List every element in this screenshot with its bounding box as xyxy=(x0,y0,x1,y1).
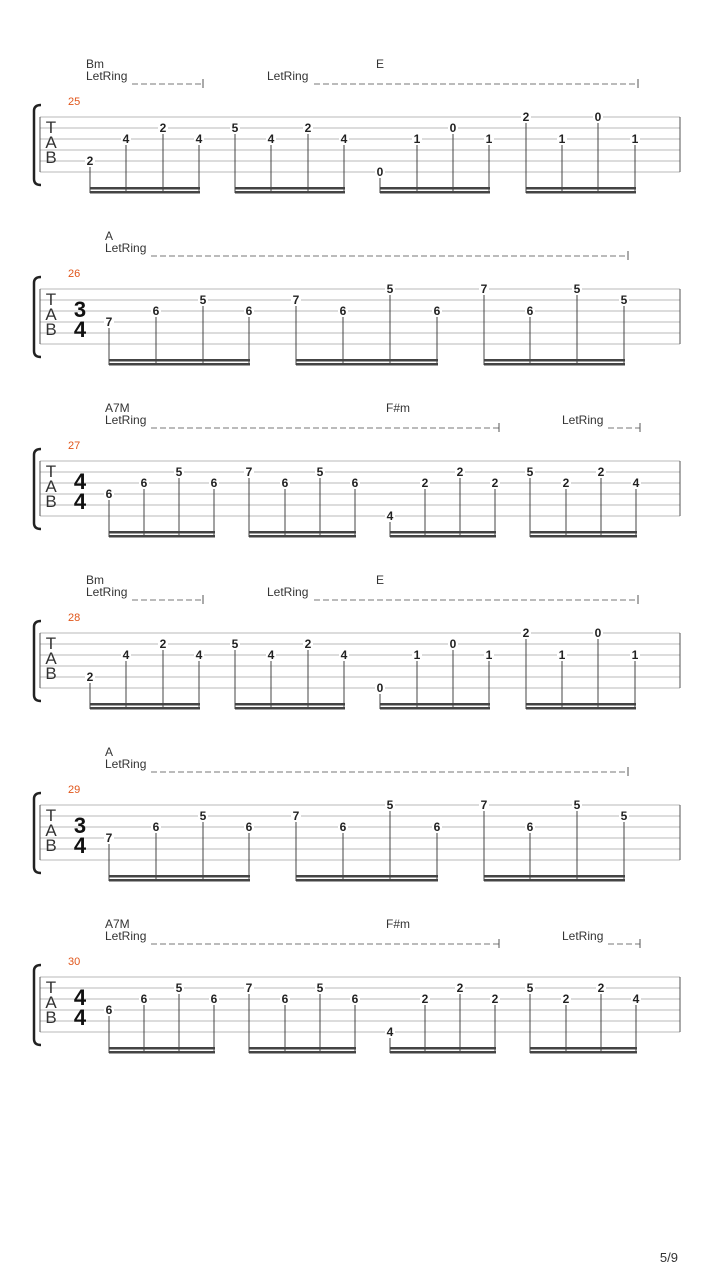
fret-number: 5 xyxy=(386,282,394,296)
beam xyxy=(109,359,250,362)
beam xyxy=(90,191,200,194)
fret-number: 6 xyxy=(152,820,160,834)
fret-number: 5 xyxy=(199,293,207,307)
beam xyxy=(390,531,496,534)
beam xyxy=(90,707,200,710)
beam xyxy=(530,1051,637,1054)
tab-clef-letter: B xyxy=(45,836,57,855)
tab-clef-letter: A xyxy=(45,993,57,1012)
time-signature-bottom: 4 xyxy=(73,317,87,342)
fret-number: 4 xyxy=(195,132,203,146)
fret-number: 0 xyxy=(594,110,602,124)
fret-number: 1 xyxy=(413,648,421,662)
beam xyxy=(109,535,215,538)
beam xyxy=(380,191,490,194)
fret-number: 6 xyxy=(281,992,289,1006)
beam xyxy=(249,1047,356,1050)
fret-number: 0 xyxy=(449,637,457,651)
fret-number: 2 xyxy=(86,670,94,684)
beam xyxy=(109,1047,215,1050)
beam xyxy=(526,191,636,194)
fret-number: 2 xyxy=(456,981,464,995)
tab-clef-letter: B xyxy=(45,1008,57,1027)
beam xyxy=(109,875,250,878)
fret-number: 6 xyxy=(245,304,253,318)
fret-number: 5 xyxy=(199,809,207,823)
fret-number: 2 xyxy=(304,121,312,135)
chord-name: Bm xyxy=(86,57,104,71)
chord-name: E xyxy=(376,573,385,587)
fret-number: 7 xyxy=(480,282,488,296)
beam xyxy=(296,363,438,366)
fret-number: 7 xyxy=(245,981,253,995)
page-number: 5/9 xyxy=(659,1250,678,1265)
fret-number: 1 xyxy=(631,648,639,662)
beam xyxy=(249,535,356,538)
fret-number: 7 xyxy=(105,831,113,845)
time-signature-top: 4 xyxy=(73,985,87,1010)
fret-number: 6 xyxy=(152,304,160,318)
beam xyxy=(484,875,625,878)
fret-number: 1 xyxy=(631,132,639,146)
fret-number: 7 xyxy=(292,293,300,307)
fret-number: 6 xyxy=(351,476,359,490)
fret-number: 7 xyxy=(292,809,300,823)
fret-number: 2 xyxy=(562,992,570,1006)
beam xyxy=(249,1051,356,1054)
fret-number: 2 xyxy=(597,981,605,995)
time-signature-bottom: 4 xyxy=(73,489,87,514)
fret-number: 2 xyxy=(522,626,530,640)
fret-number: 2 xyxy=(159,121,167,135)
fret-number: 5 xyxy=(526,465,534,479)
tab-clef-letter: T xyxy=(45,290,57,309)
fret-number: 4 xyxy=(267,648,275,662)
chord-name: Bm xyxy=(86,573,104,587)
time-signature-bottom: 4 xyxy=(73,1005,87,1030)
beam xyxy=(90,703,200,706)
fret-number: 6 xyxy=(351,992,359,1006)
fret-number: 4 xyxy=(632,476,640,490)
fret-number: 1 xyxy=(485,132,493,146)
beam xyxy=(235,187,345,190)
fret-number: 6 xyxy=(210,476,218,490)
fret-number: 6 xyxy=(140,992,148,1006)
tab-clef-letter: B xyxy=(45,320,57,339)
measure-number: 27 xyxy=(68,440,81,452)
time-signature-top: 3 xyxy=(73,297,87,322)
fret-number: 5 xyxy=(526,981,534,995)
fret-number: 6 xyxy=(210,992,218,1006)
fret-number: 5 xyxy=(573,798,581,812)
beam xyxy=(526,707,636,710)
fret-number: 2 xyxy=(562,476,570,490)
fret-number: 6 xyxy=(526,820,534,834)
tab-clef-letter: T xyxy=(45,978,57,997)
fret-number: 1 xyxy=(558,132,566,146)
tab-clef-letter: A xyxy=(45,305,57,324)
fret-number: 5 xyxy=(175,465,183,479)
tab-clef-letter: B xyxy=(45,664,57,683)
measure-number: 26 xyxy=(68,268,81,280)
fret-number: 1 xyxy=(558,648,566,662)
let-ring-label: LetRing xyxy=(267,585,309,599)
chord-name: A7M xyxy=(105,401,130,415)
beam xyxy=(380,707,490,710)
beam xyxy=(380,703,490,706)
fret-number: 6 xyxy=(281,476,289,490)
beam xyxy=(530,535,637,538)
chord-name: E xyxy=(376,57,385,71)
beam xyxy=(526,187,636,190)
fret-number: 6 xyxy=(339,304,347,318)
fret-number: 5 xyxy=(231,121,239,135)
fret-number: 0 xyxy=(449,121,457,135)
let-ring-label: LetRing xyxy=(105,241,147,255)
fret-number: 6 xyxy=(105,1003,113,1017)
fret-number: 5 xyxy=(175,981,183,995)
fret-number: 4 xyxy=(386,1025,394,1039)
beam xyxy=(380,187,490,190)
fret-number: 4 xyxy=(267,132,275,146)
beam xyxy=(484,363,625,366)
measure-number: 25 xyxy=(68,96,81,108)
beam xyxy=(390,535,496,538)
fret-number: 2 xyxy=(304,637,312,651)
beam xyxy=(390,1051,496,1054)
time-signature-bottom: 4 xyxy=(73,833,87,858)
beam xyxy=(109,531,215,534)
beam xyxy=(296,879,438,882)
beam xyxy=(530,1047,637,1050)
let-ring-label: LetRing xyxy=(105,757,147,771)
fret-number: 4 xyxy=(122,648,130,662)
fret-number: 5 xyxy=(620,809,628,823)
fret-number: 5 xyxy=(386,798,394,812)
fret-number: 4 xyxy=(340,648,348,662)
measure-number: 28 xyxy=(68,612,81,624)
beam xyxy=(484,359,625,362)
fret-number: 2 xyxy=(491,992,499,1006)
beam xyxy=(235,703,345,706)
fret-number: 7 xyxy=(480,798,488,812)
chord-name: A xyxy=(105,229,114,243)
tab-clef-letter: A xyxy=(45,821,57,840)
fret-number: 0 xyxy=(594,626,602,640)
beam xyxy=(296,359,438,362)
tab-clef-letter: A xyxy=(45,477,57,496)
let-ring-label: LetRing xyxy=(562,413,604,427)
fret-number: 6 xyxy=(339,820,347,834)
beam xyxy=(390,1047,496,1050)
beam xyxy=(296,875,438,878)
time-signature-top: 4 xyxy=(73,469,87,494)
fret-number: 5 xyxy=(231,637,239,651)
beam xyxy=(109,1051,215,1054)
beam xyxy=(249,531,356,534)
beam xyxy=(90,187,200,190)
fret-number: 2 xyxy=(522,110,530,124)
fret-number: 4 xyxy=(340,132,348,146)
fret-number: 6 xyxy=(433,820,441,834)
fret-number: 6 xyxy=(526,304,534,318)
beam xyxy=(484,879,625,882)
fret-number: 2 xyxy=(456,465,464,479)
tab-clef-letter: B xyxy=(45,148,57,167)
beam xyxy=(235,191,345,194)
fret-number: 6 xyxy=(245,820,253,834)
tab-clef-letter: T xyxy=(45,806,57,825)
fret-number: 6 xyxy=(433,304,441,318)
measure-number: 29 xyxy=(68,784,81,796)
fret-number: 2 xyxy=(597,465,605,479)
chord-name: A7M xyxy=(105,917,130,931)
fret-number: 0 xyxy=(376,165,384,179)
tab-clef-letter: B xyxy=(45,492,57,511)
fret-number: 1 xyxy=(413,132,421,146)
let-ring-label: LetRing xyxy=(105,413,147,427)
fret-number: 2 xyxy=(86,154,94,168)
time-signature-top: 3 xyxy=(73,813,87,838)
fret-number: 1 xyxy=(485,648,493,662)
fret-number: 4 xyxy=(386,509,394,523)
fret-number: 7 xyxy=(245,465,253,479)
beam xyxy=(526,703,636,706)
beam xyxy=(109,363,250,366)
fret-number: 7 xyxy=(105,315,113,329)
fret-number: 2 xyxy=(159,637,167,651)
let-ring-label: LetRing xyxy=(562,929,604,943)
fret-number: 2 xyxy=(421,992,429,1006)
measure-number: 30 xyxy=(68,956,81,968)
let-ring-label: LetRing xyxy=(86,585,128,599)
fret-number: 6 xyxy=(140,476,148,490)
fret-number: 5 xyxy=(620,293,628,307)
beam xyxy=(109,879,250,882)
beam xyxy=(530,531,637,534)
tab-clef-letter: T xyxy=(45,462,57,481)
let-ring-label: LetRing xyxy=(267,69,309,83)
tab-clef-letter: T xyxy=(45,634,57,653)
tab-clef-letter: A xyxy=(45,649,57,668)
fret-number: 4 xyxy=(195,648,203,662)
tab-clef-letter: A xyxy=(45,133,57,152)
tab-clef-letter: T xyxy=(45,118,57,137)
beam xyxy=(235,707,345,710)
fret-number: 2 xyxy=(421,476,429,490)
chord-name: F#m xyxy=(386,401,410,415)
fret-number: 5 xyxy=(316,465,324,479)
let-ring-label: LetRing xyxy=(86,69,128,83)
fret-number: 2 xyxy=(491,476,499,490)
fret-number: 4 xyxy=(632,992,640,1006)
fret-number: 4 xyxy=(122,132,130,146)
fret-number: 5 xyxy=(573,282,581,296)
fret-number: 6 xyxy=(105,487,113,501)
chord-name: F#m xyxy=(386,917,410,931)
chord-name: A xyxy=(105,745,114,759)
fret-number: 0 xyxy=(376,681,384,695)
let-ring-label: LetRing xyxy=(105,929,147,943)
fret-number: 5 xyxy=(316,981,324,995)
